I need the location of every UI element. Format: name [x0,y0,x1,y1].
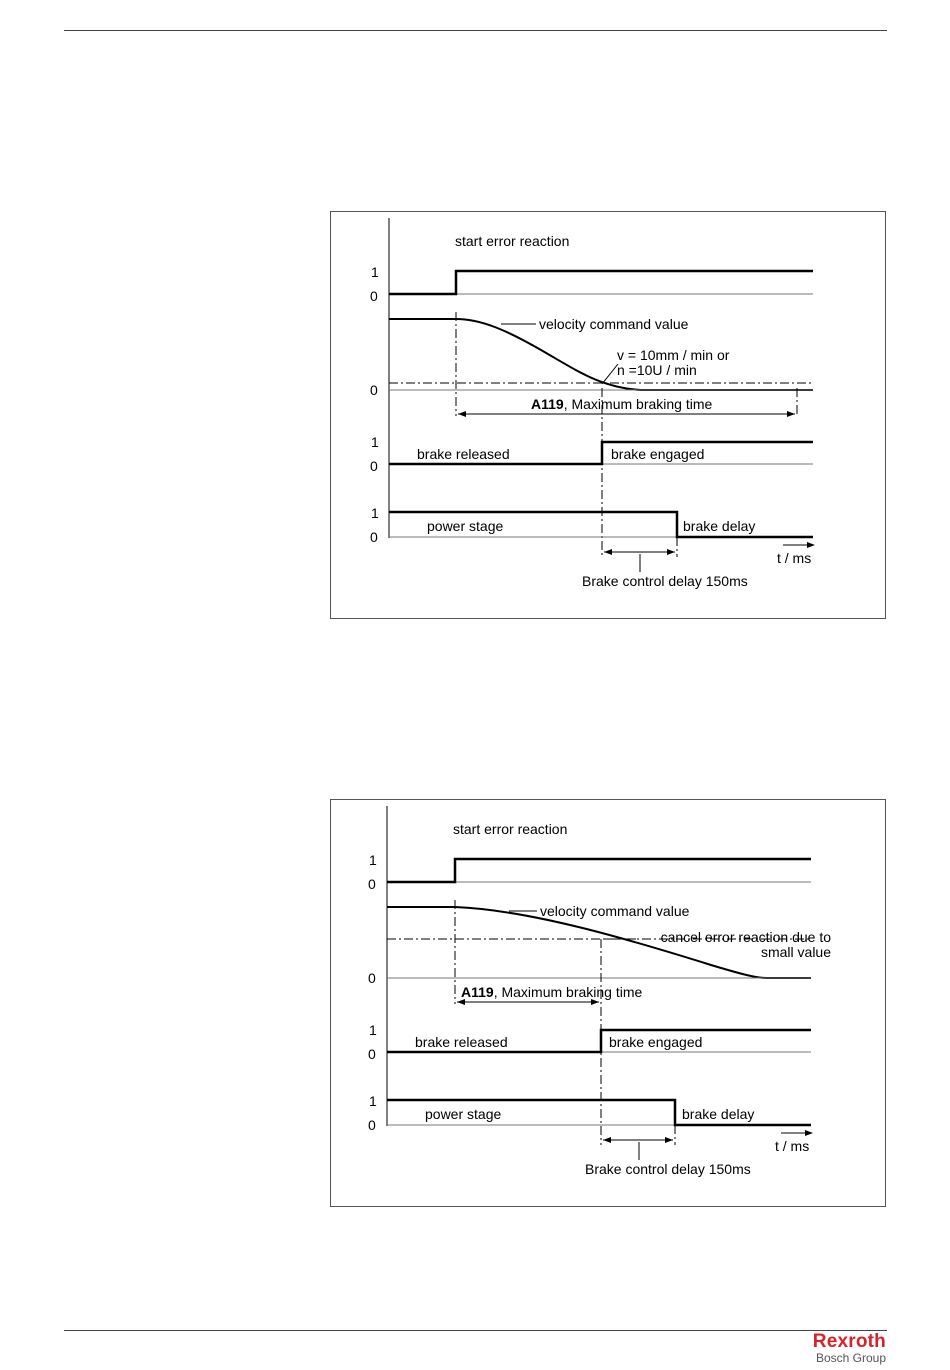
brake-delay-label: brake delay [682,1106,755,1122]
logo-group: Bosch Group [815,1351,886,1365]
time-axis-label: t / ms [777,550,812,566]
arrow-left-icon [458,411,466,417]
timing-diagram-2-svg [331,800,887,1208]
threshold-label-line2: n =10U / min [617,362,697,378]
level-zero-label: 0 [370,382,378,398]
time-axis-label: t / ms [775,1138,810,1154]
level-zero-label: 0 [370,288,378,304]
level-zero-label: 0 [368,876,376,892]
level-one-label: 1 [369,1022,377,1038]
start-error-signal [387,859,811,882]
power-stage-label: power stage [425,1106,502,1122]
start-error-reaction-label: start error reaction [455,233,570,249]
maximum-braking-time-label [531,396,713,412]
brake-control-delay-label: Brake control delay 150ms [582,573,748,589]
cancel-error-label-line1: cancel error reaction due to [660,929,831,945]
header-rule [64,30,887,31]
parameter-code: A119 [531,396,564,412]
threshold-leader [602,364,618,384]
level-zero-label: 0 [368,1046,376,1062]
timing-diagram-braking-time [330,211,886,619]
start-error-signal [389,271,813,294]
parameter-code: A119 [461,984,494,1000]
velocity-command-label: velocity command value [540,903,690,919]
start-error-reaction-label: start error reaction [453,821,568,837]
brake-released-label: brake released [415,1034,508,1050]
level-zero-label: 0 [368,970,376,986]
arrow-right-icon [667,549,675,555]
brake-delay-label: brake delay [683,518,756,534]
brake-engaged-label: brake engaged [609,1034,703,1050]
arrow-right-icon [665,1137,673,1143]
arrow-right-icon [787,411,795,417]
arrow-right-icon [805,1130,813,1136]
power-stage-label: power stage [427,518,504,534]
cancel-error-label-line2: small value [760,944,831,960]
braking-time-text: , Maximum braking time [493,984,643,1000]
arrow-right-icon [807,542,815,548]
threshold-label-line1: v = 10mm / min or [617,347,730,363]
arrow-left-icon [603,1137,611,1143]
brake-control-delay-label: Brake control delay 150ms [585,1161,751,1177]
level-one-label: 1 [371,505,379,521]
logo-brand: Rexroth [812,1331,886,1352]
rexroth-logo [813,1332,886,1365]
footer-rule [64,1330,887,1331]
brake-released-label: brake released [417,446,510,462]
timing-diagram-cancel-error [330,799,886,1207]
level-zero-label: 0 [370,458,378,474]
level-one-label: 1 [371,434,379,450]
level-one-label: 1 [369,852,377,868]
timing-diagram-1-svg [331,212,887,620]
level-zero-label: 0 [370,529,378,545]
level-zero-label: 0 [368,1117,376,1133]
maximum-braking-time-label [461,984,643,1000]
velocity-command-label: velocity command value [539,316,689,332]
braking-time-text: , Maximum braking time [563,396,713,412]
brake-engaged-label: brake engaged [611,446,705,462]
level-one-label: 1 [371,264,379,280]
level-one-label: 1 [369,1093,377,1109]
arrow-left-icon [604,549,612,555]
